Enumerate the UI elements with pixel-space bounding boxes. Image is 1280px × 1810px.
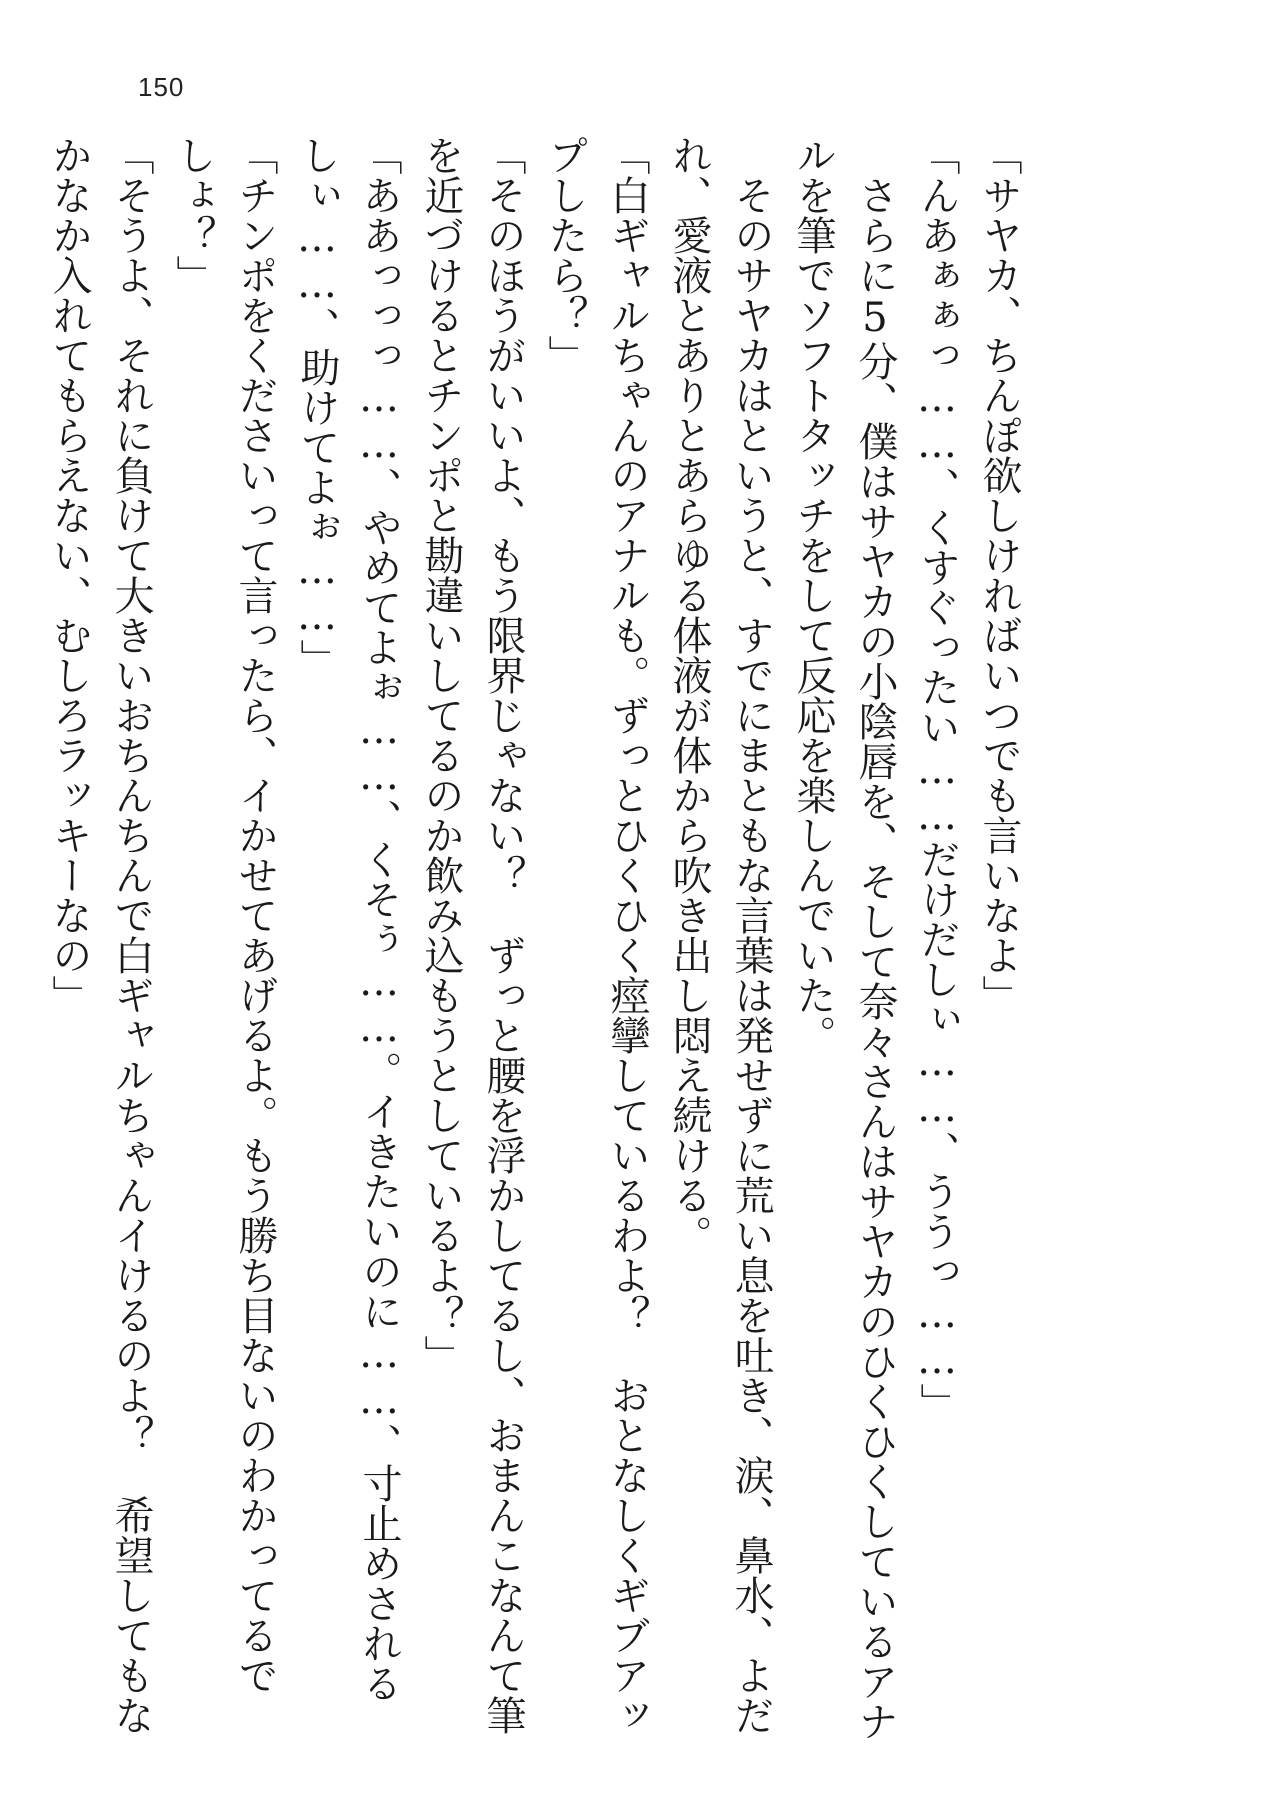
text-line: 「そのほうがいいよ、もう限界じゃない？ ずっと腰を浮かしてるし、おまんこなんて筆 [480,135,526,1735]
text-line: プしたら？」 [542,135,588,375]
text-line: を近づけるとチンポと勘違いしてるのか飲み込もうとしているよ？」 [418,135,464,1375]
vertical-text-body [46,135,1030,1741]
page-number: 150 [138,72,185,102]
text-line: 「んあぁぁっ……、くすぐったい……だけだしぃ……、ううっ……」 [914,135,960,1423]
text-line: ルを筆でソフトタッチをして反応を楽しんでいた。 [790,135,836,1055]
text-line: しぃ……、助けてよぉ……」 [294,135,340,679]
text-line: かなか入れてもらえない、むしろラッキーなの」 [46,135,92,1015]
text-line: れ、愛液とありとあらゆる体液が体から吹き出し悶え続ける。 [666,135,712,1255]
text-line: 「サヤカ、ちんぽ欲しければいつでも言いなよ」 [976,135,1022,1015]
text-line: 「白ギャルちゃんのアナルも。ずっとひくひく痙攣しているわよ？ おとなしくギブアッ [604,135,650,1735]
text-line: そのサヤカはというと、すでにまともな言葉は発せずに荒い息を吐き、涙、鼻水、よだ [728,135,774,1735]
text-line: 「チンポをくださいって言ったら、イかせてあげるよ。もう勝ち目ないのわかってるで [232,135,278,1695]
text-line: しょ？」 [170,135,216,295]
text-line: さらに5分、僕はサヤカの小陰唇を、そして奈々さんはサヤカのひくひくしているアナ [852,135,898,1741]
text-line: 「そうよ、それに負けて大きいおちんちんで白ギャルちゃんイけるのよ？ 希望してもな [108,135,154,1735]
text-line: 「ああっっっ……、やめてよぉ……、くそぅ……。イきたいのに……、寸止めされる [356,135,402,1703]
